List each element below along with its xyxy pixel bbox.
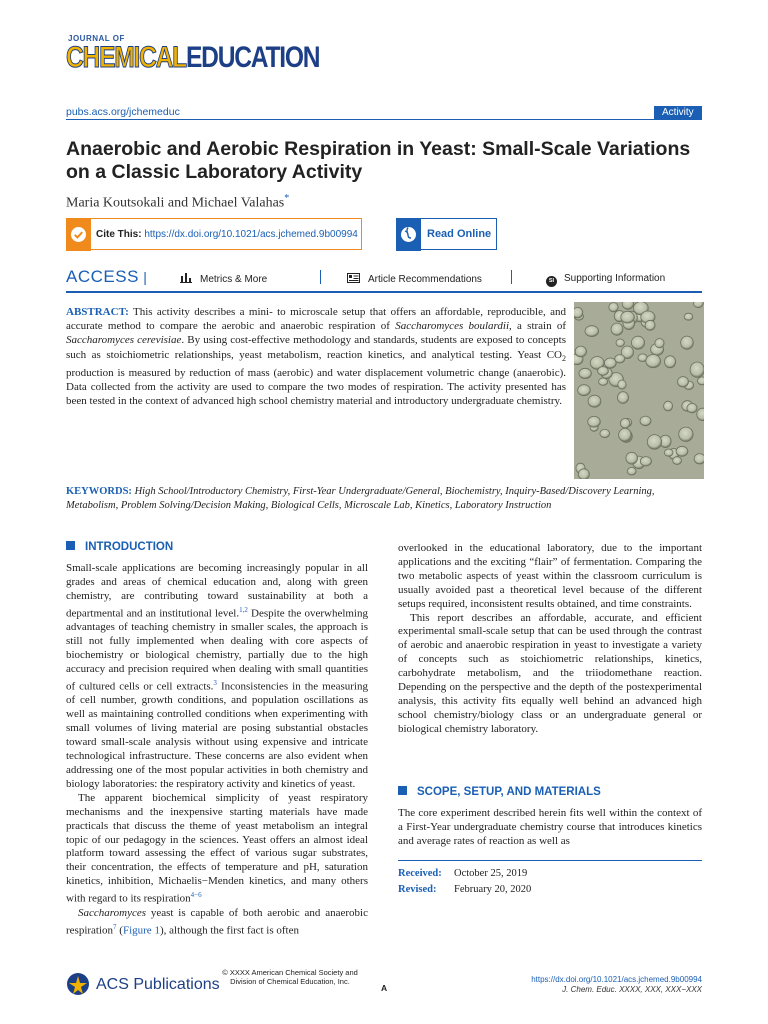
reference-link[interactable]: 1,2	[239, 605, 248, 614]
access-separator	[511, 270, 512, 284]
page-number: A	[381, 983, 388, 993]
introduction-heading: INTRODUCTION	[66, 541, 173, 553]
cite-icon	[66, 218, 91, 251]
read-online-button[interactable]: Read Online	[427, 228, 492, 240]
supporting-info-link[interactable]: SI Supporting Information	[546, 273, 665, 287]
access-label: ACCESS |	[66, 267, 148, 286]
journal-url[interactable]: pubs.acs.org/jchemeduc	[66, 106, 180, 118]
si-icon: SI	[546, 276, 557, 287]
corresponding-author-mark[interactable]: *	[284, 193, 290, 204]
reference-link[interactable]: 3	[213, 678, 217, 687]
footer-doi-link[interactable]: https://dx.doi.org/10.1021/acs.jchemed.9b00994	[531, 975, 702, 984]
recommendations-link[interactable]: Article Recommendations	[347, 273, 482, 285]
access-rule	[66, 291, 702, 293]
abstract: ABSTRACT: This activity describes a mini- to microscale setup that offers an affordable, reproducible, and accurate method to compare the aerobic and anaerobic respiration of Saccharomyces boulardii, a strain of Saccharomyces cerevisiae. By using cost-effective methodology and standards, students are exposed to concepts such as stoichiometric relationships, yeast metabolism, reaction kinetics, and analytical testing. Yeast $CO_2$ production is measured by reduction of mass (aerobic) and water displacement volumetric change (anaerobic). Data collected from the activity are used to compare the two modes of respiration. The activity presented has been tested in the context of advanced high school chemistry material and introductory undergraduate chemistry.	[66, 306, 567, 408]
author-names: Maria Koutsokali and Michael Valahas	[66, 195, 285, 211]
journal-logo	[66, 34, 320, 80]
keywords-label: KEYWORDS:	[66, 486, 132, 497]
journal-logo-edu: EDUCATION	[185, 41, 320, 74]
authors	[66, 193, 289, 212]
bar-chart-icon	[180, 273, 192, 283]
scope-text: The core experiment described herein fits well within the context of a First-Year undergraduate chemistry course that introduces kinetics and average rates of reaction as well as	[398, 807, 702, 847]
globe-icon[interactable]	[396, 218, 421, 251]
article-type-badge: Activity	[654, 106, 702, 119]
reference-link[interactable]: 4−6	[190, 891, 202, 900]
article-list-icon	[347, 273, 360, 283]
yeast-micrograph-image	[574, 302, 704, 479]
keywords: KEYWORDS: High School/Introductory Chemistry, First-Year Undergraduate/General, Biochemistry, Inquiry-Based/Discovery Learning, Metabolism, Problem Solving/Decision Making, Biological Cells, Microscale Lab, Kinetics, Laboratory Instruction	[66, 486, 655, 511]
figure-link[interactable]: Figure 1	[122, 924, 160, 937]
article-title: Anaerobic and Aerobic Respiration in Yeast: Small-Scale Variations on a Classic Laboratory Activity	[66, 138, 691, 183]
article-dates: Received: October 25, 2019 Revised: February 20, 2020	[398, 868, 532, 895]
cite-line	[96, 229, 358, 240]
right-column-text: overlooked in the educational laboratory, due to the important applications and the exciting “flair” of fermentation. Comparing the two metabolic aspects of yeast within the classroom curriculum is usually avoided past a theoretical level because of the different setups required, inconsistent results obtained, and time constraints. This report describes an affordable, accurate, and efficient experimental small-scale setup that can be used through the contrast of aerobic and anaerobic respiration in yeast to investigate a variety of concepts such as stoichiometric relationships, kinetics, carbohydrate metabolism, and the triiodomethane reaction. Depending on the perspective and the depth of the postexperimental analysis, this activity fits equally well behind an advanced high school chemistry/biology class or an undergraduate general or biological chemistry laboratory.	[398, 542, 702, 735]
journal-logo-chem: CHEMICAL	[66, 41, 186, 74]
publisher-name: ACS Publications	[96, 976, 220, 993]
abstract-label: ABSTRACT:	[66, 306, 129, 318]
reference-link[interactable]: 7	[113, 922, 117, 931]
scope-heading: SCOPE, SETUP, AND MATERIALS	[398, 786, 601, 798]
introduction-text: Small-scale applications are becoming increasingly popular in all grades and areas of chemical education and, along with green chemistry, are contributing toward sustainability at both a departmental and an institutional level.$^{1,2}$ Despite the overwhelming advantages of teaching chemistry in smaller scales, the approach is still not fully implemented when dealing with core aspects of biochemistry or biological chemistry, partially due to the high accuracy and precision required when dealing with small quantities of cultured cells or cell extracts.$^3$ Inconsistencies in the measuring of cell number, growth conditions, and population oscillations as well as maintaining controlled conditions when experimenting with small volumes of living material are posing substantial obstacles toward small-scale analysis without using expensive and intricate technological infrastructure. These concerns are also evident when addressing one of the most popular activities in both chemistry and biology laboratories: the respiratory activity and kinetics of yeast. The apparent biochemical simplicity of yeast respiratory mechanisms and the inexpensive starting materials have made practicals that discuss the theme of yeast metabolism an integral topic of our pedagogy in the sciences. Yeast offers an almost ideal platform toward assessing the effect of various sugar substrates, their concentration, the effects of temperature and pH, saturation kinetics, inhibition, Michaelis−Menden kinetics, and many others with regard to its respiration$^{4-6}$ Saccharomyces yeast is capable of both aerobic and anaerobic respiration$^7$ (Figure 1), although the first fact is often	[66, 562, 368, 937]
journal-logo-small: JOURNAL OF	[68, 34, 125, 43]
dates-rule	[398, 860, 702, 861]
acs-logo-icon	[66, 972, 90, 1001]
footer-doi: https://dx.doi.org/10.1021/acs.jchemed.9b00994 J. Chem. Educ. XXXX, XXX, XXX−XXX	[531, 975, 702, 994]
cite-doi-link[interactable]: https://dx.doi.org/10.1021/acs.jchemed.9b00994	[144, 229, 358, 240]
metrics-link[interactable]: Metrics & More	[180, 273, 267, 285]
copyright: © XXXX American Chemical Society and Division of Chemical Education, Inc.	[222, 968, 358, 986]
cite-label: Cite This:	[96, 229, 142, 240]
access-separator	[320, 270, 321, 284]
header-rule	[66, 119, 702, 120]
